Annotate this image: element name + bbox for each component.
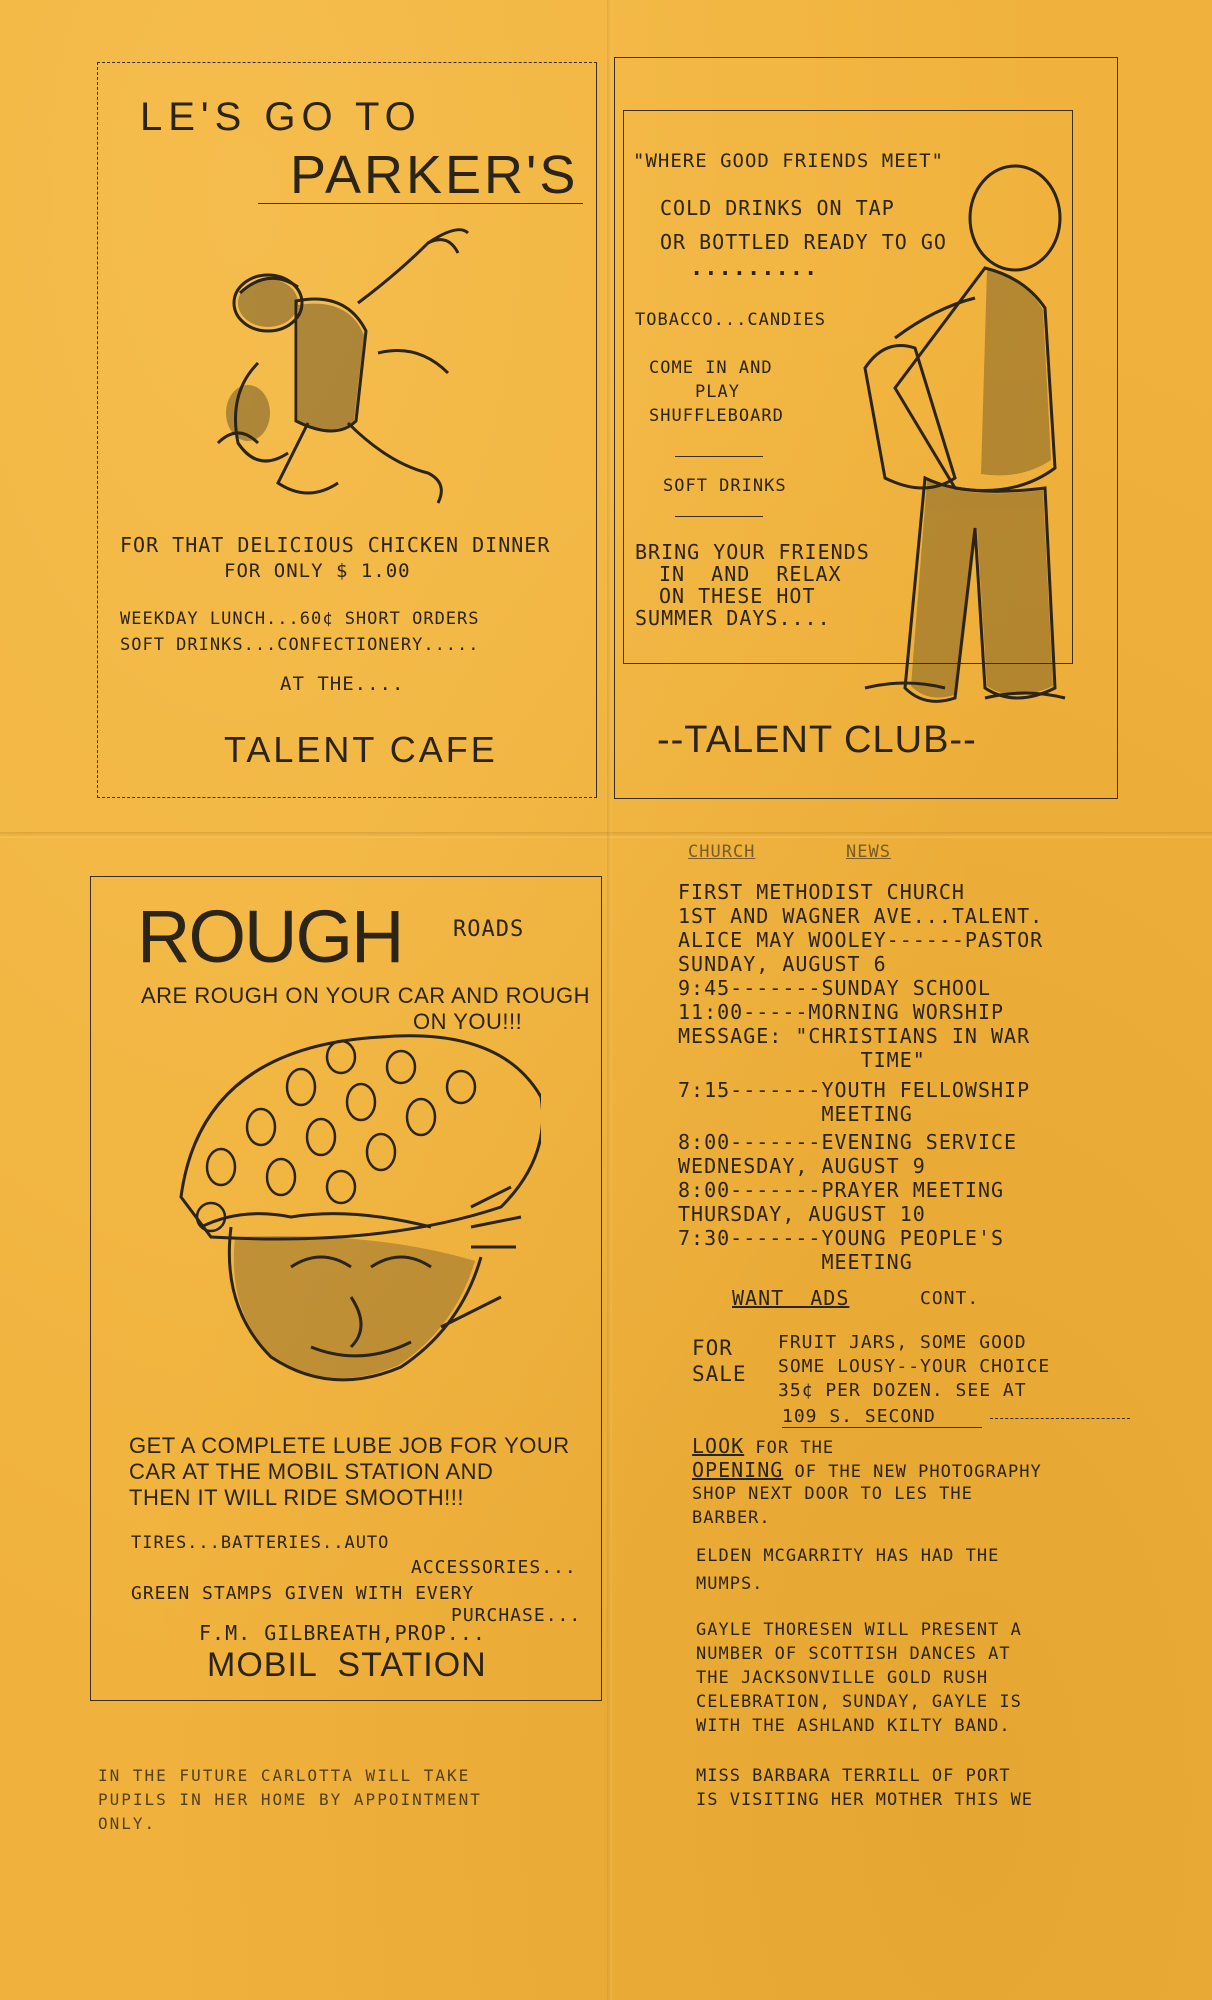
- carlotta-notice-line-3: ONLY.: [98, 1814, 157, 1833]
- carlotta-notice-line-2: PUPILS IN HER HOME BY APPOINTMENT: [98, 1790, 482, 1809]
- church-line: SUNDAY, AUGUST 6: [678, 952, 887, 976]
- business-name: PARKER'S: [290, 145, 579, 205]
- church-line: MEETING: [678, 1250, 913, 1274]
- church-line: 11:00-----MORNING WORSHIP: [678, 1000, 1005, 1024]
- photography-ad-line: [692, 1458, 1042, 1482]
- lube-line-1: GET A COMPLETE LUBE JOB FOR YOUR: [129, 1433, 570, 1458]
- barbara-notice-line: IS VISITING HER MOTHER THIS WE: [696, 1790, 1034, 1810]
- roads-word: ROADS: [453, 917, 525, 942]
- divider: [675, 516, 763, 517]
- relax-line: IN AND RELAX: [659, 562, 842, 586]
- lunch-line: WEEKDAY LUNCH...60¢ SHORT ORDERS: [120, 609, 480, 629]
- church-line: WEDNESDAY, AUGUST 9: [678, 1154, 926, 1178]
- lube-line-3: THEN IT WILL RIDE SMOOTH!!!: [129, 1485, 464, 1510]
- fold-crease-horizontal: [0, 832, 1212, 838]
- church-news-header-news: NEWS: [846, 842, 891, 862]
- at-the-line: AT THE....: [280, 673, 405, 695]
- lube-line-2: CAR AT THE MOBIL STATION AND: [129, 1459, 494, 1484]
- accessories-line: ACCESSORIES...: [411, 1557, 577, 1578]
- talent-cafe-ad: [97, 62, 597, 798]
- rough-tagline: ARE ROUGH ON YOUR CAR AND ROUGH: [141, 983, 591, 1008]
- dots-line: .........: [690, 256, 819, 281]
- want-ads-header: WANT ADS: [732, 1286, 850, 1310]
- barbara-notice-line: MISS BARBARA TERRILL OF PORT: [696, 1766, 1011, 1786]
- opening-rest: OF THE NEW PHOTOGRAPHY: [783, 1462, 1042, 1482]
- cafe-name: TALENT CAFE: [224, 729, 498, 770]
- bartender-man-illustration: [835, 138, 1085, 718]
- running-man-with-chicken-illustration: [198, 213, 518, 513]
- photography-ad-line: [692, 1434, 834, 1458]
- carlotta-notice-line-1: IN THE FUTURE CARLOTTA WILL TAKE: [98, 1766, 471, 1785]
- photography-ad-line: BARBER.: [692, 1508, 771, 1528]
- stamps-line: GREEN STAMPS GIVEN WITH EVERY: [131, 1583, 475, 1604]
- grumpy-driver-cap-illustration: [171, 1027, 541, 1407]
- church-line: 8:00-------PRAYER MEETING: [678, 1178, 1005, 1202]
- church-news-block: [678, 880, 1198, 1274]
- club-tagline: "WHERE GOOD FRIENDS MEET": [633, 150, 944, 172]
- bring-friends-line: BRING YOUR FRIENDS: [635, 540, 870, 564]
- church-line: 7:15-------YOUTH FELLOWSHIP: [678, 1078, 1031, 1102]
- church-line: TIME": [678, 1048, 926, 1072]
- station-name: MOBIL STATION: [207, 1646, 487, 1684]
- chicken-dinner-line: FOR THAT DELICIOUS CHICKEN DINNER: [120, 533, 551, 557]
- elden-notice-line: MUMPS.: [696, 1574, 764, 1594]
- fold-crease-vertical: [607, 0, 612, 2000]
- church-line: ALICE MAY WOOLEY------PASTOR: [678, 928, 1044, 952]
- club-name: --TALENT CLUB--: [657, 719, 977, 761]
- church-line: MEETING: [678, 1102, 913, 1126]
- proprietor-line: F.M. GILBREATH,PROP...: [199, 1621, 486, 1645]
- divider: [258, 203, 583, 204]
- for-sale-line: FRUIT JARS, SOME GOOD: [778, 1332, 1027, 1353]
- ad-headline: LE'S GO TO: [140, 95, 422, 139]
- cold-drinks-line: COLD DRINKS ON TAP: [660, 196, 895, 220]
- come-in-line: COME IN AND: [649, 358, 773, 378]
- gayle-notice-line: GAYLE THORESEN WILL PRESENT A: [696, 1620, 1022, 1640]
- for-sale-address: 109 S. SECOND: [782, 1406, 936, 1427]
- divider: [782, 1427, 982, 1428]
- for-sale-label: FOR: [692, 1336, 733, 1360]
- gayle-notice-line: WITH THE ASHLAND KILTY BAND.: [696, 1716, 1011, 1736]
- church-news-header-church: CHURCH: [688, 842, 756, 862]
- church-line: 9:45-------SUNDAY SCHOOL: [678, 976, 991, 1000]
- look-rest: FOR THE: [744, 1438, 835, 1458]
- church-line: 7:30-------YOUNG PEOPLE'S: [678, 1226, 1005, 1250]
- church-line: THURSDAY, AUGUST 10: [678, 1202, 926, 1226]
- for-sale-line: 35¢ PER DOZEN. SEE AT: [778, 1380, 1027, 1401]
- summer-line: SUMMER DAYS....: [635, 606, 831, 630]
- opening-word: OPENING: [692, 1458, 784, 1482]
- church-line: 1ST AND WAGNER AVE...TALENT.: [678, 904, 1044, 928]
- purchase-line: PURCHASE...: [451, 1605, 582, 1626]
- tires-line: TIRES...BATTERIES..AUTO: [131, 1533, 390, 1553]
- divider: [990, 1418, 1130, 1419]
- shuffleboard-line: SHUFFLEBOARD: [649, 406, 784, 426]
- price-line: FOR ONLY $ 1.00: [224, 560, 411, 582]
- elden-notice-line: ELDEN MCGARRITY HAS HAD THE: [696, 1546, 1000, 1566]
- church-line: MESSAGE: "CHRISTIANS IN WAR: [678, 1024, 1031, 1048]
- gayle-notice-line: THE JACKSONVILLE GOLD RUSH: [696, 1668, 989, 1688]
- rough-tagline-2: ON YOU!!!: [413, 1009, 523, 1034]
- church-line: FIRST METHODIST CHURCH: [678, 880, 965, 904]
- drinks-line: SOFT DRINKS...CONFECTIONERY.....: [120, 635, 480, 655]
- gayle-notice-line: CELEBRATION, SUNDAY, GAYLE IS: [696, 1692, 1022, 1712]
- bottled-line: OR BOTTLED READY TO GO: [660, 230, 947, 254]
- want-ads-cont: CONT.: [920, 1288, 980, 1309]
- divider: [675, 456, 763, 457]
- mobil-station-ad: [90, 876, 602, 1701]
- photography-ad-line: SHOP NEXT DOOR TO LES THE: [692, 1484, 973, 1504]
- for-sale-line: SOME LOUSY--YOUR CHOICE: [778, 1356, 1051, 1377]
- rough-headline: ROUGH: [137, 895, 403, 978]
- gayle-notice-line: NUMBER OF SCOTTISH DANCES AT: [696, 1644, 1011, 1664]
- play-line: PLAY: [695, 382, 740, 402]
- for-sale-label: SALE: [692, 1362, 747, 1386]
- hot-line: ON THESE HOT: [659, 584, 816, 608]
- look-word: LOOK: [692, 1434, 745, 1458]
- tobacco-line: TOBACCO...CANDIES: [635, 310, 826, 330]
- church-line: 8:00-------EVENING SERVICE: [678, 1130, 1018, 1154]
- soft-drinks-line: SOFT DRINKS: [663, 476, 787, 496]
- talent-club-ad: [614, 57, 1118, 799]
